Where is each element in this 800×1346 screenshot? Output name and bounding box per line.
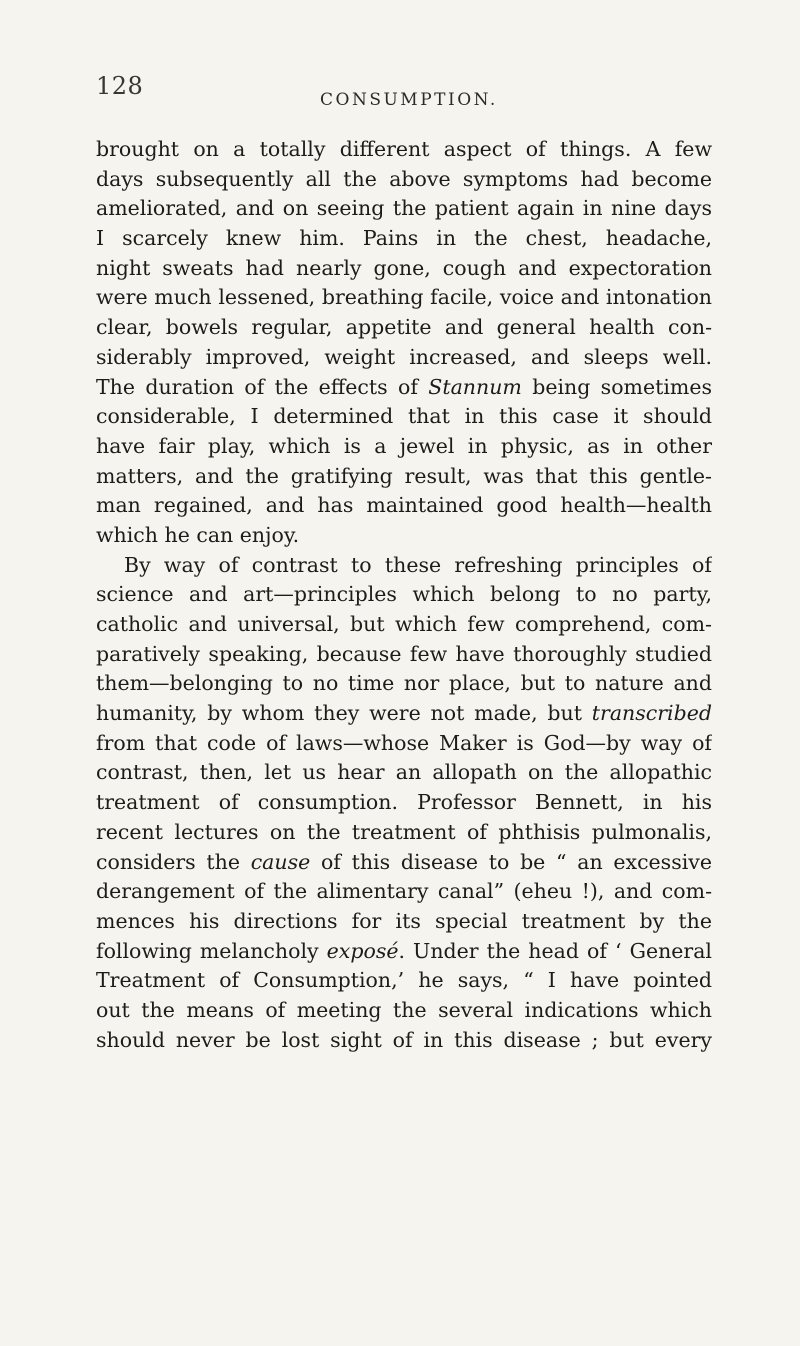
text-line: them—belonging to no time nor place, but to nature and [96,671,712,696]
text-line: from that code of laws—whose Maker is God—by way of [96,730,712,755]
text-line: By way of contrast to these refreshing principles of [124,552,712,577]
text-line: clear, bowels regular, appetite and general health con- [96,315,712,340]
text-line: recent lectures on the treatment of phthisis pulmonalis, [96,819,712,844]
text-line: night sweats had nearly gone, cough and expectoration [96,255,712,280]
text-line: science and art—principles which belong to no party, [96,582,712,607]
italic-term: Stannum [428,374,522,399]
text-line: considerable, I determined that in this case it should [96,404,712,429]
italic-term: exposé [326,938,399,963]
text-line: The duration of the effects of Stannum being sometimes [96,374,712,399]
page-number: 128 [96,72,144,100]
text-line: out the means of meeting the several indications which [96,997,712,1022]
text-line: should never be lost sight of in this disease ; but every [96,1027,712,1052]
text-line: man regained, and has maintained good health—health [96,493,712,518]
text-line: Treatment of Consumption,’ he says, “ I have pointed [96,968,712,993]
text-line: treatment of consumption. Professor Bennett, in his [96,790,712,815]
text-line: were much lessened, breathing facile, voice and intonation [96,285,712,310]
text-line: brought on a totally different aspect of things. A few [96,137,712,161]
text-line: matters, and the gratifying result, was that this gentle- [96,463,712,488]
text-line: ameliorated, and on seeing the patient again in nine days [96,196,712,221]
text-line: considers the cause of this disease to be “ an excessive [96,849,712,874]
text-line: following melancholy exposé. Under the head of ‘ General [96,938,712,963]
text-line: siderably improved, weight increased, and sleeps well. [96,344,712,369]
text-line: paratively speaking, because few have thoroughly studied [96,641,712,666]
text-line: mences his directions for its special treatment by the [96,908,712,933]
text-line: have fair play, which is a jewel in physic, as in other [96,433,712,458]
italic-term: cause [250,849,311,874]
italic-term: transcribed [591,701,712,726]
body-text [96,135,712,1055]
running-head: CONSUMPTION. [320,90,498,110]
text-line: I scarcely knew him. Pains in the chest, headache, [96,226,712,251]
text-line: humanity, by whom they were not made, but transcribed [96,701,712,726]
text-line: days subsequently all the above symptoms had become [96,166,712,191]
text-line: derangement of the alimentary canal” (eheu !), and com- [96,879,712,904]
text-line: catholic and universal, but which few comprehend, com- [96,612,712,636]
text-line: contrast, then, let us hear an allopath on the allopathic [96,760,712,785]
text-line: which he can enjoy. [96,522,300,547]
